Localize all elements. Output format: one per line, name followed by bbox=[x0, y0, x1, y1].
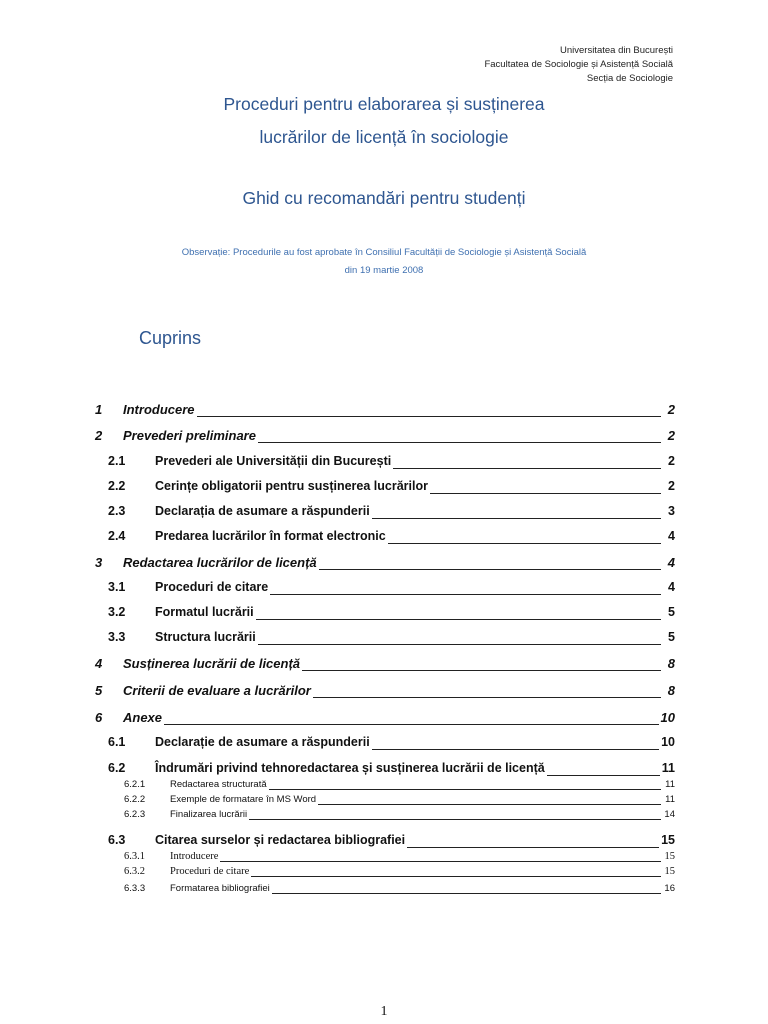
toc-entry-title: Predarea lucrărilor în format electronic bbox=[155, 529, 386, 543]
toc-leader-line bbox=[197, 415, 661, 417]
toc-entry-title: Formatarea bibliografiei bbox=[170, 883, 270, 894]
toc-entry-2-1[interactable] bbox=[95, 454, 675, 472]
toc-entry-page: 16 bbox=[664, 883, 675, 894]
toc-entry-3-3[interactable] bbox=[95, 630, 675, 648]
toc-entry-title: Finalizarea lucrării bbox=[170, 809, 248, 820]
toc-entry-title: Îndrumări privind tehnoredactarea și susținerea lucrării de licență bbox=[155, 761, 545, 775]
toc-entry-number: 2.1 bbox=[108, 454, 126, 468]
toc-leader-line bbox=[302, 669, 661, 671]
approval-note-line-1: Observație: Procedurile au fost aprobate în Consiliul Facultății de Sociologie și Asistență Socială bbox=[181, 247, 587, 258]
toc-entry-number: 3.3 bbox=[108, 630, 126, 644]
toc-entry-title: Redactarea structurată bbox=[170, 779, 267, 790]
toc-entry-number: 6.2 bbox=[108, 761, 126, 775]
toc-entry-page: 8 bbox=[667, 656, 675, 671]
toc-entry-title: Proceduri de citare bbox=[170, 866, 250, 877]
toc-entry-number: 5 bbox=[95, 683, 103, 698]
toc-leader-line bbox=[272, 892, 661, 894]
toc-entry-3-1[interactable] bbox=[95, 580, 675, 598]
toc-entry-6-3-2[interactable] bbox=[95, 866, 675, 880]
toc-entry-number: 6.3.1 bbox=[124, 851, 145, 862]
toc-entry-page: 8 bbox=[667, 683, 675, 698]
toc-entry-6-3-3[interactable] bbox=[95, 883, 675, 897]
toc-leader-line bbox=[270, 593, 661, 595]
toc-entry-number: 6.3 bbox=[108, 833, 126, 847]
toc-entry-6-2-2[interactable] bbox=[95, 794, 675, 808]
toc-entry-2-2[interactable] bbox=[95, 479, 675, 497]
toc-entry-3[interactable] bbox=[95, 555, 675, 573]
toc-leader-line bbox=[258, 441, 661, 443]
toc-entry-6-3[interactable] bbox=[95, 833, 675, 851]
toc-entry-title: Declarație de asumare a răspunderii bbox=[155, 735, 370, 749]
toc-entry-2-3[interactable] bbox=[95, 504, 675, 522]
toc-entry-title: Redactarea lucrărilor de licență bbox=[123, 555, 317, 570]
toc-entry-title: Introducere bbox=[123, 402, 195, 417]
toc-entry-page: 2 bbox=[668, 454, 675, 468]
toc-entry-page: 10 bbox=[660, 710, 675, 725]
page-number: 1 bbox=[380, 1004, 388, 1019]
toc-leader-line bbox=[372, 517, 661, 519]
toc-entry-3-2[interactable] bbox=[95, 605, 675, 623]
toc-leader-line bbox=[249, 818, 661, 820]
section-name: Secția de Sociologie bbox=[586, 73, 673, 84]
toc-leader-line bbox=[318, 803, 661, 805]
toc-entry-5[interactable] bbox=[95, 683, 675, 701]
toc-leader-line bbox=[269, 788, 661, 790]
toc-entry-1[interactable] bbox=[95, 402, 675, 420]
toc-entry-4[interactable] bbox=[95, 656, 675, 674]
toc-entry-title: Proceduri de citare bbox=[155, 580, 269, 594]
toc-entry-page: 2 bbox=[668, 479, 675, 493]
toc-leader-line bbox=[164, 723, 659, 725]
document-subtitle: Ghid cu recomandări pentru studenți bbox=[242, 188, 526, 208]
toc-leader-line bbox=[372, 748, 659, 750]
toc-entry-page: 11 bbox=[661, 761, 675, 775]
toc-entry-number: 6.3.2 bbox=[124, 866, 145, 877]
document-title-line-1: Proceduri pentru elaborarea și susținerea bbox=[223, 94, 545, 114]
toc-entry-title: Introducere bbox=[170, 851, 219, 862]
toc-entry-title: Formatul lucrării bbox=[155, 605, 254, 619]
toc-entry-2[interactable] bbox=[95, 428, 675, 446]
toc-entry-page: 5 bbox=[668, 605, 675, 619]
toc-entry-page: 10 bbox=[661, 735, 675, 749]
toc-entry-page: 15 bbox=[664, 851, 675, 862]
toc-entry-6-2-3[interactable] bbox=[95, 809, 675, 823]
toc-entry-page: 11 bbox=[665, 779, 675, 790]
toc-entry-page: 14 bbox=[664, 809, 675, 820]
approval-note-line-2: din 19 martie 2008 bbox=[344, 265, 424, 276]
toc-entry-number: 2 bbox=[95, 428, 103, 443]
toc-entry-number: 3 bbox=[95, 555, 103, 570]
toc-entry-page: 15 bbox=[661, 833, 675, 847]
toc-entry-title: Criterii de evaluare a lucrărilor bbox=[123, 683, 311, 698]
toc-leader-line bbox=[251, 875, 661, 877]
toc-entry-number: 6.2.1 bbox=[124, 779, 146, 790]
toc-entry-number: 6.2.3 bbox=[124, 809, 146, 820]
toc-entry-number: 6.1 bbox=[108, 735, 126, 749]
toc-leader-line bbox=[256, 618, 661, 620]
toc-entry-number: 6 bbox=[95, 710, 103, 725]
toc-entry-page: 4 bbox=[668, 529, 675, 543]
toc-leader-line bbox=[430, 492, 661, 494]
toc-entry-6-2[interactable] bbox=[95, 761, 675, 779]
toc-entry-number: 2.3 bbox=[108, 504, 126, 518]
toc-leader-line bbox=[388, 542, 661, 544]
toc-entry-number: 3.1 bbox=[108, 580, 126, 594]
toc-entry-number: 2.4 bbox=[108, 529, 126, 543]
toc-entry-2-4[interactable] bbox=[95, 529, 675, 547]
toc-leader-line bbox=[220, 860, 661, 862]
toc-entry-title: Prevederi ale Universității din București bbox=[155, 454, 392, 468]
toc-entry-title: Structura lucrării bbox=[155, 630, 256, 644]
toc-entry-page: 3 bbox=[668, 504, 675, 518]
toc-entry-page: 11 bbox=[665, 794, 675, 805]
toc-entry-6-2-1[interactable] bbox=[95, 779, 675, 793]
toc-entry-number: 3.2 bbox=[108, 605, 126, 619]
toc-entry-title: Cerințe obligatorii pentru susținerea lucrărilor bbox=[155, 479, 428, 493]
toc-leader-line bbox=[313, 696, 661, 698]
toc-entry-number: 2.2 bbox=[108, 479, 126, 493]
toc-entry-6-1[interactable] bbox=[95, 735, 675, 753]
toc-entry-number: 4 bbox=[95, 656, 103, 671]
toc-entry-title: Exemple de formatare în MS Word bbox=[170, 794, 317, 805]
toc-entry-page: 5 bbox=[668, 630, 675, 644]
toc-entry-title: Susținerea lucrării de licență bbox=[123, 656, 301, 671]
toc-entry-page: 4 bbox=[668, 580, 675, 594]
toc-entry-page: 2 bbox=[667, 402, 675, 417]
toc-entry-6-3-1[interactable] bbox=[95, 851, 675, 865]
toc-leader-line bbox=[258, 643, 661, 645]
toc-entry-number: 6.2.2 bbox=[124, 794, 146, 805]
toc-leader-line bbox=[547, 774, 660, 776]
toc-entry-title: Declarația de asumare a răspunderii bbox=[155, 504, 370, 518]
institution-header bbox=[484, 44, 673, 86]
toc-leader-line bbox=[319, 568, 661, 570]
toc-entry-title: Anexe bbox=[123, 710, 163, 725]
toc-entry-number: 1 bbox=[95, 402, 103, 417]
toc-entry-page: 2 bbox=[667, 428, 675, 443]
toc-entry-title: Prevederi preliminare bbox=[123, 428, 256, 443]
toc-entry-page: 15 bbox=[664, 866, 675, 877]
toc-entry-title: Citarea surselor și redactarea bibliografiei bbox=[155, 833, 406, 847]
document-title-line-2: lucrărilor de licență în sociologie bbox=[259, 127, 509, 147]
toc-heading: Cuprins bbox=[139, 328, 202, 348]
toc-leader-line bbox=[407, 846, 659, 848]
toc-entry-number: 6.3.3 bbox=[124, 883, 146, 894]
toc-entry-page: 4 bbox=[667, 555, 675, 570]
university-name: Universitatea din București bbox=[560, 45, 673, 56]
toc-leader-line bbox=[393, 467, 661, 469]
faculty-name: Facultatea de Sociologie și Asistență Socială bbox=[484, 59, 673, 70]
toc-entry-6[interactable] bbox=[95, 710, 675, 728]
